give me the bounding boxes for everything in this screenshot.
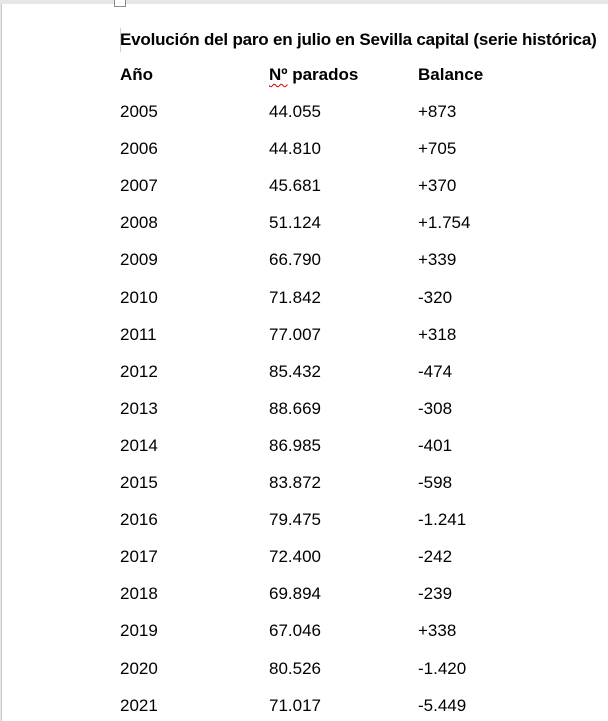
cell-unemployed[interactable]: 85.432 [269,362,321,381]
cell-balance[interactable]: +318 [418,325,457,344]
cell-year[interactable]: 2016 [120,510,158,529]
cell-year[interactable]: 2009 [120,250,158,269]
cell-year[interactable]: 2005 [120,102,158,121]
document-page[interactable] [1,4,608,721]
cell-year[interactable]: 2012 [120,362,158,381]
header-unemployed-rest: parados [287,65,359,84]
cell-unemployed[interactable]: 45.681 [269,176,321,195]
cell-year[interactable]: 2015 [120,473,158,492]
cell-year[interactable]: 2007 [120,176,158,195]
cell-year[interactable]: 2017 [120,547,158,566]
cell-unemployed[interactable]: 67.046 [269,621,321,640]
table-row [2,102,608,126]
table-row [2,436,608,460]
table-row [2,213,608,237]
cell-year[interactable]: 2011 [120,325,157,344]
table-row [2,659,608,683]
table-row [2,473,608,497]
cell-balance[interactable]: +338 [418,621,457,640]
table-header-row [2,65,608,89]
cell-balance[interactable]: -1.241 [418,510,467,529]
table-row [2,362,608,386]
cell-year[interactable]: 2014 [120,436,158,455]
document-title[interactable]: Evolución del paro en julio en Sevilla capital (serie histórica) [120,30,597,49]
cell-unemployed[interactable]: 86.985 [269,436,321,455]
cell-unemployed[interactable]: 71.017 [269,696,321,715]
header-balance[interactable]: Balance [418,65,484,84]
table-row [2,547,608,571]
cell-balance[interactable]: +873 [418,102,457,121]
cell-unemployed[interactable]: 88.669 [269,399,321,418]
table-row [2,510,608,534]
header-year[interactable]: Año [120,65,154,84]
table-row [2,621,608,645]
cell-balance[interactable]: -474 [418,362,453,381]
cell-unemployed[interactable]: 72.400 [269,547,321,566]
cell-balance[interactable]: -239 [418,584,453,603]
cell-balance[interactable]: +705 [418,139,457,158]
cell-year[interactable]: 2018 [120,584,158,603]
cell-year[interactable]: 2008 [120,213,158,232]
cell-unemployed[interactable]: 83.872 [269,473,321,492]
cell-unemployed[interactable]: 71.842 [269,288,321,307]
cell-unemployed[interactable]: 77.007 [269,325,321,344]
cell-year[interactable]: 2010 [120,288,158,307]
spellcheck-flagged-word[interactable]: Nº [269,65,288,84]
cell-unemployed[interactable]: 51.124 [269,213,321,232]
cell-balance[interactable]: -598 [418,473,453,492]
cell-year[interactable]: 2019 [120,621,158,640]
cell-unemployed[interactable]: 44.810 [269,139,321,158]
cell-balance[interactable]: -5.449 [418,696,467,715]
table-row [2,696,608,720]
cell-unemployed[interactable]: 80.526 [269,659,321,678]
cell-year[interactable]: 2021 [120,696,158,715]
table-row [2,325,608,349]
cell-unemployed[interactable]: 79.475 [269,510,321,529]
cell-unemployed[interactable]: 69.894 [269,584,321,603]
cell-balance[interactable]: -320 [418,288,453,307]
cell-year[interactable]: 2020 [120,659,158,678]
cell-balance[interactable]: -1.420 [418,659,467,678]
cell-balance[interactable]: -242 [418,547,453,566]
page-corner-marker [114,0,126,7]
cell-unemployed[interactable]: 44.055 [269,102,321,121]
cell-balance[interactable]: -401 [418,436,453,455]
table-row [2,139,608,163]
cell-balance[interactable]: +1.754 [418,213,471,232]
cell-balance[interactable]: +339 [418,250,457,269]
table-row [2,250,608,274]
cell-year[interactable]: 2013 [120,399,158,418]
table-row [2,399,608,423]
cell-balance[interactable]: +370 [418,176,457,195]
cell-year[interactable]: 2006 [120,139,158,158]
table-row [2,584,608,608]
table-row [2,288,608,312]
cell-balance[interactable]: -308 [418,399,453,418]
header-unemployed[interactable] [269,65,358,85]
cell-unemployed[interactable]: 66.790 [269,250,321,269]
table-row [2,176,608,200]
